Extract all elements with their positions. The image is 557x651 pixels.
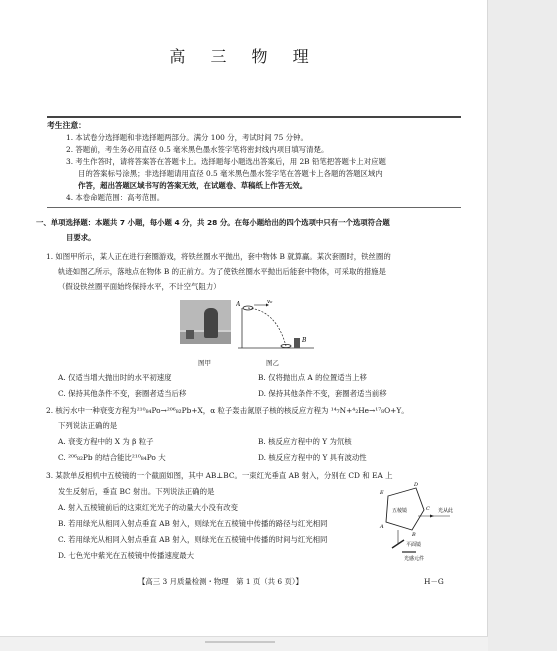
notice-item: 3. 考生作答时，请将答案答在答题卡上。选择题每小题选出答案后，用 2B 铅笔把答题卡上对应题 [66, 157, 386, 166]
question-3-option: B. 若用绿光从相同入射点垂直 AB 射入，则绿光在五棱镜中传播的路径与红光相同 [58, 519, 328, 528]
page-bottom-strip [0, 636, 488, 651]
question-3-line: 3. 某款单反相机中五棱镜的一个截面如图，其中 AB⊥BC。一束红光垂直 AB 射入，分别在 CD 和 EA 上 [46, 471, 393, 480]
question-2-option: D. 核反应方程中的 Y 具有波动性 [258, 453, 367, 462]
footer-code: H－G [424, 577, 444, 586]
question-2-line: 下列说法正确的是 [58, 421, 118, 430]
right-gutter [488, 0, 557, 651]
notice-item: 4. 本卷命题范围：高考范围。 [66, 193, 165, 202]
question-3-option: C. 若用绿光从相同入射点垂直 AB 射入，则绿光在五棱镜中传播的时间与红光相同 [58, 535, 328, 544]
question-2-line: 2. 核污水中一种衰变方程为²¹⁰₈₄Po→²⁰⁶₈₂Pb+X，α 粒子轰击氮原子核的核反应方程为 ¹⁴₇N+⁴₂He→¹⁷₈O+Y。 [46, 406, 409, 415]
figure-3-label-d: D [414, 482, 419, 488]
figure-3-light-label: 光从此 [438, 508, 454, 514]
figure-3-label-b: B [412, 532, 416, 538]
figure-2-label-v0: v₀ [267, 299, 273, 305]
notice-heading: 考生注意： [47, 121, 86, 130]
section-heading: 一、单项选择题：本题共 7 小题，每小题 4 分，共 28 分。在每小题给出的四个选项中只有一个选项符合题 [36, 218, 390, 227]
figure-3-prism-label: 五棱镜 [392, 508, 408, 514]
page-scroll-indicator[interactable] [205, 641, 275, 643]
figure-3-label-c: C [426, 506, 430, 512]
figure-3-label-a: A [380, 524, 384, 530]
figure-1-caption: 图甲 [198, 359, 211, 367]
footer-page-info: 【高三 3 月质量检测・物理 第 1 页（共 6 页）】 [138, 577, 303, 586]
question-1-line: 1. 如图甲所示，某人正在进行套圈游戏，将铁丝圈水平抛出，套中物体 B 就算赢。某次套圈时，铁丝圈的 [46, 252, 391, 261]
question-1-option: C. 保持其他条件不变，套圈者适当后移 [58, 389, 187, 398]
figure-3-prism [372, 482, 462, 562]
question-1-option: B. 仅将抛出点 A 的位置适当上移 [258, 373, 367, 382]
question-3-line: 发生反射后，垂直 BC 射出。下列说法正确的是 [58, 487, 215, 496]
question-3-option: A. 射入五棱镜前后的这束红光光子的动量大小没有改变 [58, 503, 239, 512]
notice-item: 1. 本试卷分选择题和非选择题两部分。满分 100 分，考试时间 75 分钟。 [66, 133, 308, 142]
figure-3-sensor-label: 光感元件 [404, 556, 425, 562]
question-1-line: 轨迹如图乙所示，落地点在物体 B 的正前方。为了使铁丝圈水平抛出后能套中物体，可采取的措施是 [58, 267, 386, 276]
page-title: 高 三 物 理 [169, 47, 319, 66]
question-1-option: A. 仅适当增大抛出时的水平初速度 [58, 373, 172, 382]
question-2-option: C. ²⁰⁶₈₂Pb 的结合能比²¹⁰₈₄Po 大 [58, 453, 166, 462]
header-divider [47, 116, 461, 118]
notice-item: 目的答案标号涂黑；非选择题请用直径 0.5 毫米黑色墨水签字笔在答题卡上各题的答题区域内 [78, 169, 383, 178]
figure-2-trajectory [236, 298, 316, 352]
figure-2-caption: 图乙 [266, 359, 279, 367]
question-2-option: B. 核反应方程中的 Y 为氘核 [258, 437, 352, 446]
figure-3-mirror-label: 平面镜 [406, 542, 422, 548]
figure-2-label-a: A [236, 301, 241, 308]
notice-item: 2. 答题前，考生务必用直径 0.5 毫米黑色墨水签字笔将密封线内项目填写清楚。 [66, 145, 329, 154]
question-1-line: （假设铁丝圈平面始终保持水平，不计空气阻力） [58, 282, 221, 291]
section-heading-cont: 目要求。 [66, 233, 96, 242]
question-1-option: D. 保持其他条件不变，套圈者适当前移 [258, 389, 387, 398]
notice-divider [47, 207, 461, 208]
notice-item: 作答，超出答题区域书写的答案无效，在试题卷、草稿纸上作答无效。 [78, 181, 308, 190]
figure-2-label-b: B [302, 337, 307, 344]
question-2-option: A. 衰变方程中的 X 为 β 粒子 [58, 437, 154, 446]
figure-1-photo [180, 300, 231, 344]
figure-3-label-e: E [380, 490, 384, 496]
question-3-option: D. 七色光中紫光在五棱镜中传播速度最大 [58, 551, 195, 560]
